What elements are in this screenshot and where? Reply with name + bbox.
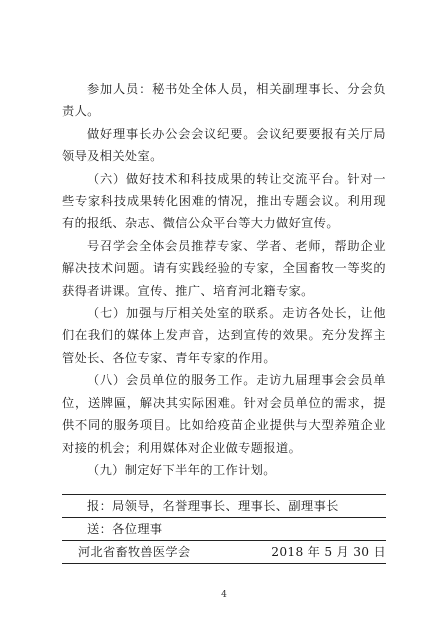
paragraph-item-9: （九）制定好下半年的工作计划。 <box>87 462 276 477</box>
paragraph-item-6: （六）做好技术和科技成果的转让交流平台。针对一些专家科技成果转化困难的情况，推出专题会议。利用现有的报纸、杂志、微信公众平台等大力做好宣传。 <box>62 171 386 231</box>
paragraph-recommend-experts: 号召学会全体会员推荐专家、学者、老师，帮助企业解决技术问题。请有实践经验的专家，全国畜牧一等奖的获得者讲课。宣传、推广、培育河北籍专家。 <box>62 238 386 298</box>
issuing-organization: 河北省畜牧兽医学会 <box>78 545 191 559</box>
document-body <box>62 78 386 481</box>
paragraph-meeting-minutes: 做好理事长办公会会议纪要。会议纪要要报有关厅局领导及相关处室。 <box>62 126 386 164</box>
send-to-line: 送：各位理事 <box>87 522 163 536</box>
paragraph-participants: 参加人员：秘书处全体人员，相关副理事长、分会负责人。 <box>62 82 386 119</box>
paragraph-item-7: （七）加强与厅相关处室的联系。走访各处长，让他们在我们的媒体上发声音，达到宣传的效果。充分发挥主管处长、各位专家、青年专家的作用。 <box>62 306 386 365</box>
distribution-footer <box>62 494 386 564</box>
report-to-line: 报：局领导，名誉理事长、理事长、副理事长 <box>87 499 339 513</box>
page-number: 4 <box>221 590 227 600</box>
issue-date: 2018 年 5 月 30 日 <box>271 545 386 559</box>
footer-divider-bottom <box>62 563 386 564</box>
issuer-line <box>62 541 386 563</box>
paragraph-item-8: （八）会员单位的服务工作。走访九届理事会会员单位，送牌匾，解决其实际困难。针对会员单位的需求，提供不同的服务项目。比如给疫苗企业提供与大型养殖企业对接的机会；利用媒体对企业做专题报道。 <box>62 373 386 455</box>
